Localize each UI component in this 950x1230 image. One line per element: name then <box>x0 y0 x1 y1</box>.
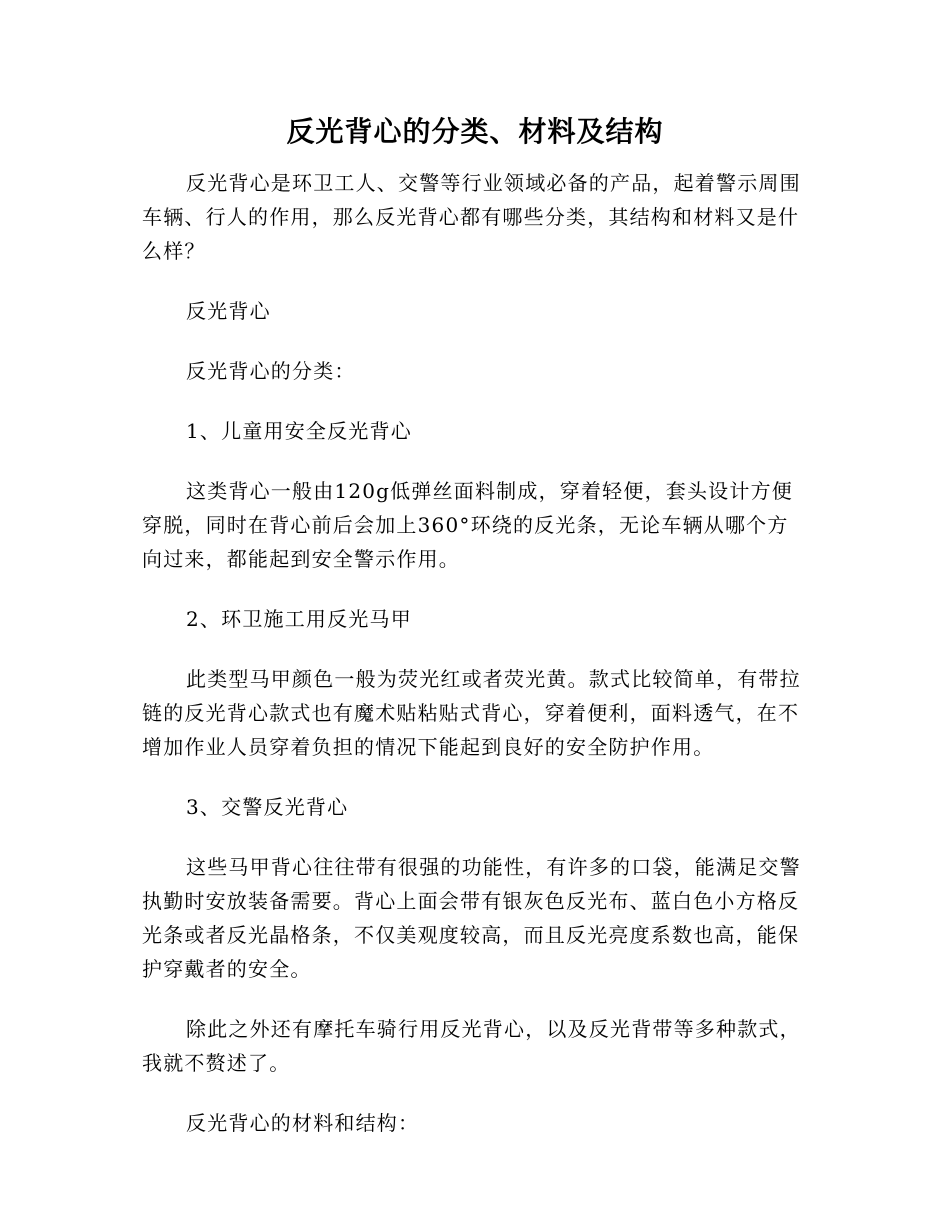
item-paragraph-sanitation: 此类型马甲颜色一般为荧光红或者荧光黄。款式比较简单，有带拉链的反光背心款式也有魔术贴粘贴式背心，穿着便利，面料透气，在不增加作业人员穿着负担的情况下能起到良好的安全防护作用。 <box>142 667 801 759</box>
item-paragraph-children: 这类背心一般由120g低弹丝面料制成，穿着轻便，套头设计方便穿脱，同时在背心前后会加上360°环绕的反光条，无论车辆从哪个方向过来，都能起到安全警示作用。 <box>142 479 793 571</box>
intro-paragraph: 反光背心是环卫工人、交警等行业领域必备的产品，起着警示周围车辆、行人的作用，那么反光背心都有哪些分类，其结构和材料又是什么样？ <box>142 171 801 263</box>
item-paragraph-traffic-police: 这些马甲背心往往带有很强的功能性，有许多的口袋，能满足交警执勤时安放装备需要。背心上面会带有银灰色反光布、蓝白色小方格反光条或者反光晶格条，不仅美观度较高，而且反光亮度系数也高，能保护穿戴者的安全。 <box>142 855 801 981</box>
item-heading-sanitation: 2、环卫施工用反光马甲 <box>186 607 412 631</box>
document-body <box>142 166 808 1140</box>
item-heading-traffic-police: 3、交警反光背心 <box>186 795 349 819</box>
section-heading-classification: 反光背心的分类： <box>186 359 356 383</box>
other-types-paragraph: 除此之外还有摩托车骑行用反光背心，以及反光背带等多种款式，我就不赘述了。 <box>142 1017 801 1075</box>
document-title: 反光背心的分类、材料及结构 <box>286 115 664 148</box>
item-heading-children: 1、儿童用安全反光背心 <box>186 419 412 443</box>
image-caption: 反光背心 <box>186 299 271 323</box>
section-heading-materials: 反光背心的材料和结构： <box>186 1111 420 1135</box>
